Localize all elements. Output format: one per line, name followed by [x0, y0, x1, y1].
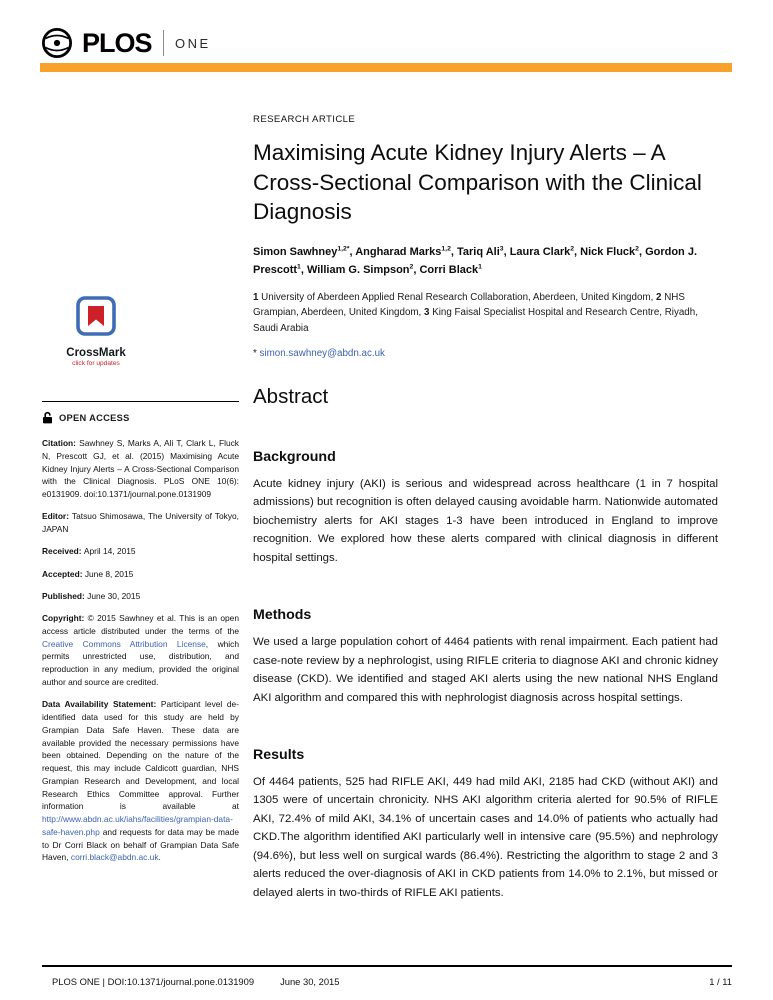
- text-segment: June 8, 2015: [84, 568, 134, 579]
- text-segment: 2: [409, 263, 414, 270]
- section-heading: Results: [253, 746, 305, 763]
- open-access-lock-icon: [42, 411, 53, 424]
- text-link[interactable]: http://www.abdn.ac.uk/iahs/facilities/grampian-data-safe-haven.php: [42, 814, 233, 837]
- section-heading: Background: [253, 448, 336, 465]
- text-segment: 1,2: [441, 245, 451, 253]
- footer-date: June 30, 2015: [280, 976, 340, 987]
- sidebar: [42, 296, 239, 874]
- authors-line: [253, 244, 718, 279]
- research-article-kicker: RESEARCH ARTICLE: [253, 114, 356, 125]
- data-availability-block: [42, 698, 239, 864]
- citation-block: [42, 437, 239, 501]
- affiliations: [253, 290, 718, 336]
- crossmark-icon: [75, 296, 117, 340]
- text-link[interactable]: corri.black@abdn.ac.uk: [70, 852, 159, 863]
- text-segment: 3: [499, 245, 504, 253]
- published-block: [42, 590, 239, 603]
- text-segment: King Faisal Specialist Hospital and Research Centre, Riyadh, Saudi Arabia: [253, 307, 698, 334]
- text-link[interactable]: Creative Commons Attribution License: [42, 638, 206, 649]
- section-paragraph: Acute kidney injury (AKI) is serious and widespread across healthcare (1 in 7 hospital admissions) but recognition is often delayed causing avoidable harm. Nationwide automated biochemistry alerts for AKI stages 1-3 have been introduced in England to improve recognition. We explored how these alerts compared with clinical diagnosis in different hospital settings.: [253, 477, 718, 564]
- text-segment: 1,2*: [337, 245, 350, 253]
- plos-one-logo[interactable]: [40, 26, 211, 60]
- section-background: [253, 449, 718, 567]
- text-segment: Sawhney S, Marks A, Ali T, Clark L, Fluck N, Prescott GJ, et al. (2015) Maximising Acute Kidney Injury Alerts – A Cross-Sectional Comparison with the Clinical Diagnosis. PLoS ONE 10(6): e0131909. doi:10.1371/journal.pone.0131909: [42, 438, 239, 500]
- text-segment: © 2015 Sawhney et al. This is an open access article distributed under the terms of the: [42, 613, 239, 636]
- abstract-heading: Abstract: [253, 384, 329, 408]
- text-segment: 1: [478, 263, 482, 270]
- footer-page-number: 1 / 11: [709, 976, 732, 987]
- text-segment: 1: [297, 263, 301, 270]
- open-access-label: OPEN ACCESS: [59, 412, 130, 423]
- crossmark-title: CrossMark: [66, 347, 126, 359]
- text-segment: Copyright:: [42, 613, 88, 624]
- text-segment: , Nick Fluck: [574, 246, 636, 259]
- text-segment: Tatsuo Shimosawa, The University of Tokyo, JAPAN: [42, 511, 239, 535]
- text-segment: , Corri Black: [413, 263, 479, 276]
- text-segment: Citation:: [42, 438, 80, 448]
- text-segment: .: [158, 852, 161, 863]
- text-segment: April 14, 2015: [83, 546, 136, 557]
- copyright-block: [42, 612, 239, 689]
- journal-header: [40, 26, 211, 60]
- text-segment: and requests for data may be made to Dr Corri Black on behalf of Grampian Data Safe Haven,: [42, 826, 239, 863]
- accent-bar: [40, 63, 732, 72]
- corresponding-author: [253, 348, 718, 359]
- text-segment: , Tariq Ali: [450, 246, 500, 259]
- section-heading: Methods: [253, 607, 312, 624]
- footer-doi: PLOS ONE | DOI:10.1371/journal.pone.0131909: [52, 976, 255, 987]
- logo-text-plos: PLOS: [82, 27, 152, 58]
- footer-divider: [42, 965, 732, 967]
- text-segment: Published:: [42, 590, 88, 601]
- text-segment: , William G. Simpson: [300, 263, 410, 276]
- logo-text-one: ONE: [175, 35, 211, 51]
- text-segment: Simon Sawhney: [253, 246, 338, 259]
- text-link[interactable]: simon.sawhney@abdn.ac.uk: [259, 347, 385, 359]
- editor-block: [42, 510, 239, 536]
- text-segment: Editor:: [42, 511, 72, 522]
- article-main: [253, 114, 718, 902]
- article-title: Maximising Acute Kidney Injury Alerts – A Cross-Sectional Comparison with the Clinical Diagnosis: [253, 140, 702, 225]
- section-methods: [253, 607, 718, 707]
- crossmark-badge[interactable]: [52, 296, 140, 367]
- text-segment: Data Availability Statement:: [42, 699, 161, 710]
- text-segment: 2: [656, 292, 662, 304]
- text-segment: June 30, 2015: [87, 590, 141, 601]
- text-segment: Received:: [42, 546, 84, 557]
- text-segment: 2: [570, 245, 575, 253]
- open-access-badge: [42, 411, 239, 424]
- text-segment: 3: [424, 307, 430, 319]
- text-segment: Accepted:: [42, 568, 85, 579]
- crossmark-subtitle: click for updates: [72, 360, 120, 367]
- text-segment: *: [253, 347, 260, 359]
- plos-globe-icon: [40, 26, 74, 60]
- logo-divider: [163, 30, 165, 56]
- sidebar-divider: [42, 401, 239, 402]
- text-segment: 2: [635, 245, 639, 253]
- received-block: [42, 545, 239, 558]
- text-segment: , Laura Clark: [503, 246, 571, 259]
- text-segment: , Angharad Marks: [349, 246, 442, 259]
- text-segment: 1: [253, 292, 259, 304]
- section-results: [253, 747, 718, 902]
- section-paragraph: We used a large population cohort of 4464 patients with renal impairment. Each patient had case-note review by a nephrologist, using RIFLE criteria to diagnose AKI and chronic kidney disease (CKD). We identified and staged AKI alerts using the new national NHS England AKI algorithm and compared this with nephrologist diagnosis across hospital settings.: [253, 636, 718, 704]
- accepted-block: [42, 568, 239, 581]
- text-segment: Participant level de-identified data used for this study are held by Grampian Data Safe Haven. These data are available provided the necessary permissions have been obtained. Depending on the nature of the request, this may include Caldicott guardian, NHS Grampian Research and Development, and local Research Ethics Committee approval. Further information is available at: [42, 699, 239, 812]
- text-segment: , Gordon J. Prescott: [253, 246, 698, 276]
- section-paragraph: Of 4464 patients, 525 had RIFLE AKI, 449 had mild AKI, 2185 had CKD (without AKI) and 1305 were of uncertain chronicity. NHS AKI algorithm criteria alerted for 90.5% of RIFLE AKI, 72.4% of mild AKI, 34.1% of uncertain cases and 14.0% of patients who actually had CKD.The algorithm identified AKI particularly well in intensive care (95.5%) and nephrology (94.6%), but less well on surgical wards (86.4%). Restricting the algorithm to stage 2 and 3 alerts reduced the over-diagnosis of AKI in CKD patients from 14.0% to 2.1%, but missed or delayed alerts in two-thirds of RIFLE AKI patients.: [253, 775, 718, 899]
- text-segment: , which permits unrestricted use, distribution, and reproduction in any medium, provided the original author and source are credited.: [42, 638, 239, 687]
- text-segment: University of Aberdeen Applied Renal Research Collaboration, Aberdeen, United Kingdom,: [258, 292, 657, 304]
- text-segment: NHS Grampian, Aberdeen, United Kingdom,: [253, 292, 685, 319]
- footer: [52, 976, 732, 987]
